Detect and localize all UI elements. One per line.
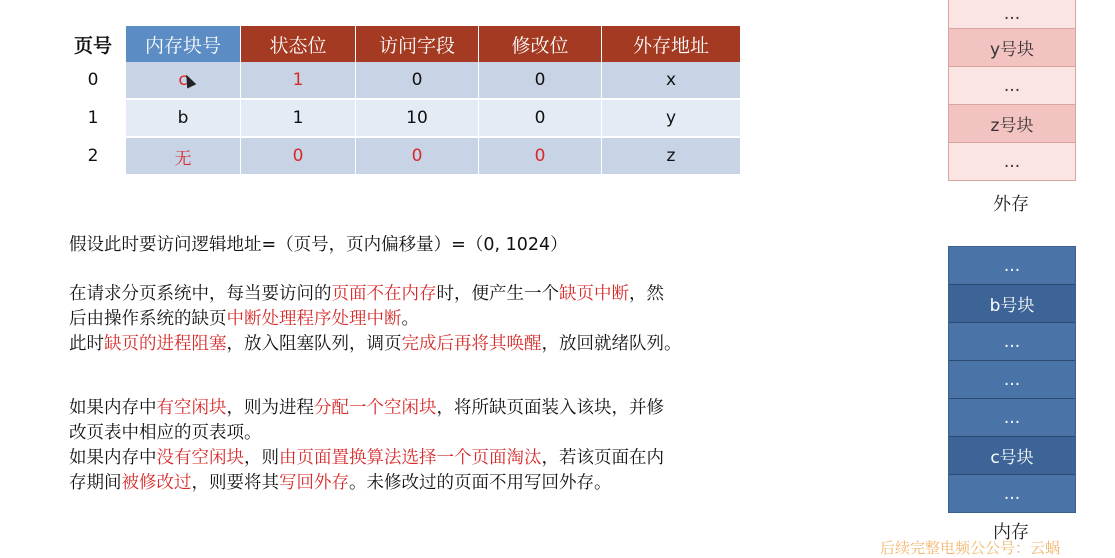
highlight-text: 由页面置换算法选择一个页面淘汰: [279, 448, 542, 468]
cell-access: 0: [356, 137, 479, 175]
highlight-text: 缺页中断: [559, 284, 629, 304]
table-row: [60, 62, 741, 99]
highlight-text: 分配一个空闲块: [314, 398, 437, 418]
cell-access: 0: [356, 62, 479, 99]
text-span: 。未修改过的页面不用写回外存。: [349, 473, 612, 493]
cell-ext-addr: y: [602, 99, 741, 137]
text-span: 。: [401, 309, 419, 329]
highlight-text: 没有空闲块: [156, 448, 244, 468]
text-line: 改页表中相应的页表项。: [69, 423, 262, 443]
mem-cell: ...: [949, 247, 1075, 285]
highlight-text: 中断处理程序处理中断: [226, 309, 402, 329]
ext-cell-y-block: y号块: [949, 29, 1075, 67]
highlight-text: 有空闲块: [156, 398, 227, 418]
logical-address-text: 假设此时要访问逻辑地址=（页号，页内偏移量）=（0, 1024）: [69, 235, 568, 255]
highlight-text: 写回外存: [279, 473, 349, 493]
text-span: 在请求分页系统中，每当要访问的: [69, 284, 332, 304]
cell-page: 1: [60, 99, 126, 137]
cell-status: 1: [241, 99, 356, 137]
mem-cell-b-block: b号块: [949, 285, 1075, 323]
highlight-text: 缺页的进程阻塞: [104, 334, 227, 354]
external-storage-label: 外存: [993, 194, 1029, 215]
text-span: 如果内存中: [69, 448, 157, 468]
cell-block: c: [126, 62, 241, 99]
header-page-no: 页号: [60, 26, 126, 62]
text-line: [69, 446, 664, 471]
text-span: ，然: [629, 284, 664, 304]
external-storage-stack: [948, 0, 1076, 181]
text-line: [69, 332, 682, 357]
memory-stack: [948, 246, 1076, 513]
text-span: ，则要将其: [191, 473, 279, 493]
cell-page: 0: [60, 62, 126, 99]
text-span: 如果内存中: [69, 398, 157, 418]
ext-cell: ...: [949, 0, 1075, 29]
mem-cell: ...: [949, 361, 1075, 399]
free-block-paragraph: [69, 396, 664, 496]
cell-ext-addr: x: [602, 62, 741, 99]
mem-cell: ...: [949, 475, 1075, 512]
table-row: [60, 137, 741, 175]
highlight-text: 被修改过: [121, 473, 192, 493]
ext-cell: ...: [949, 143, 1075, 180]
mem-cell: ...: [949, 323, 1075, 361]
highlight-text: 页面不在内存: [331, 284, 437, 304]
text-span: 此时: [69, 334, 104, 354]
cell-status: 0: [241, 137, 356, 175]
header-ext-addr: 外存地址: [602, 26, 741, 62]
text-span: 时，便产生一个: [436, 284, 559, 304]
cell-modified: 0: [479, 62, 602, 99]
text-line: [69, 396, 664, 421]
text-line: [69, 282, 682, 307]
cell-status: 1: [241, 62, 356, 99]
text-span: 后由操作系统的缺页: [69, 309, 227, 329]
page-table-header: [60, 26, 741, 62]
memory-label: 内存: [993, 522, 1029, 543]
text-span: ，放入阻塞队列，调页: [226, 334, 402, 354]
table-row: [60, 99, 741, 137]
text-line: [69, 471, 664, 496]
cell-modified: 0: [479, 137, 602, 175]
header-modified: 修改位: [479, 26, 602, 62]
cell-page: 2: [60, 137, 126, 175]
ext-cell-z-block: z号块: [949, 105, 1075, 143]
text-span: ，放回就绪队列。: [541, 334, 682, 354]
mem-cell-c-block: c号块: [949, 437, 1075, 475]
highlight-text: 完成后再将其唤醒: [401, 334, 542, 354]
cell-modified: 0: [479, 99, 602, 137]
text-span: ，则: [244, 448, 279, 468]
cell-block: 无: [126, 137, 241, 175]
header-status: 状态位: [241, 26, 356, 62]
header-access: 访问字段: [356, 26, 479, 62]
ext-cell: ...: [949, 67, 1075, 105]
text-span: 存期间: [69, 473, 122, 493]
page-table: [60, 26, 741, 176]
watermark: 后续完整电频公公号：云蜗: [880, 539, 1061, 557]
text-line: [69, 307, 682, 332]
page-fault-paragraph: [69, 282, 682, 357]
cell-ext-addr: z: [602, 137, 741, 175]
cell-access: 10: [356, 99, 479, 137]
text-span: ，将所缺页面装入该块，并修: [436, 398, 664, 418]
text-span: ，则为进程: [226, 398, 314, 418]
header-block-no: 内存块号: [126, 26, 241, 62]
cell-block: b: [126, 99, 241, 137]
mem-cell: ...: [949, 399, 1075, 437]
text-span: ，若该页面在内: [541, 448, 664, 468]
